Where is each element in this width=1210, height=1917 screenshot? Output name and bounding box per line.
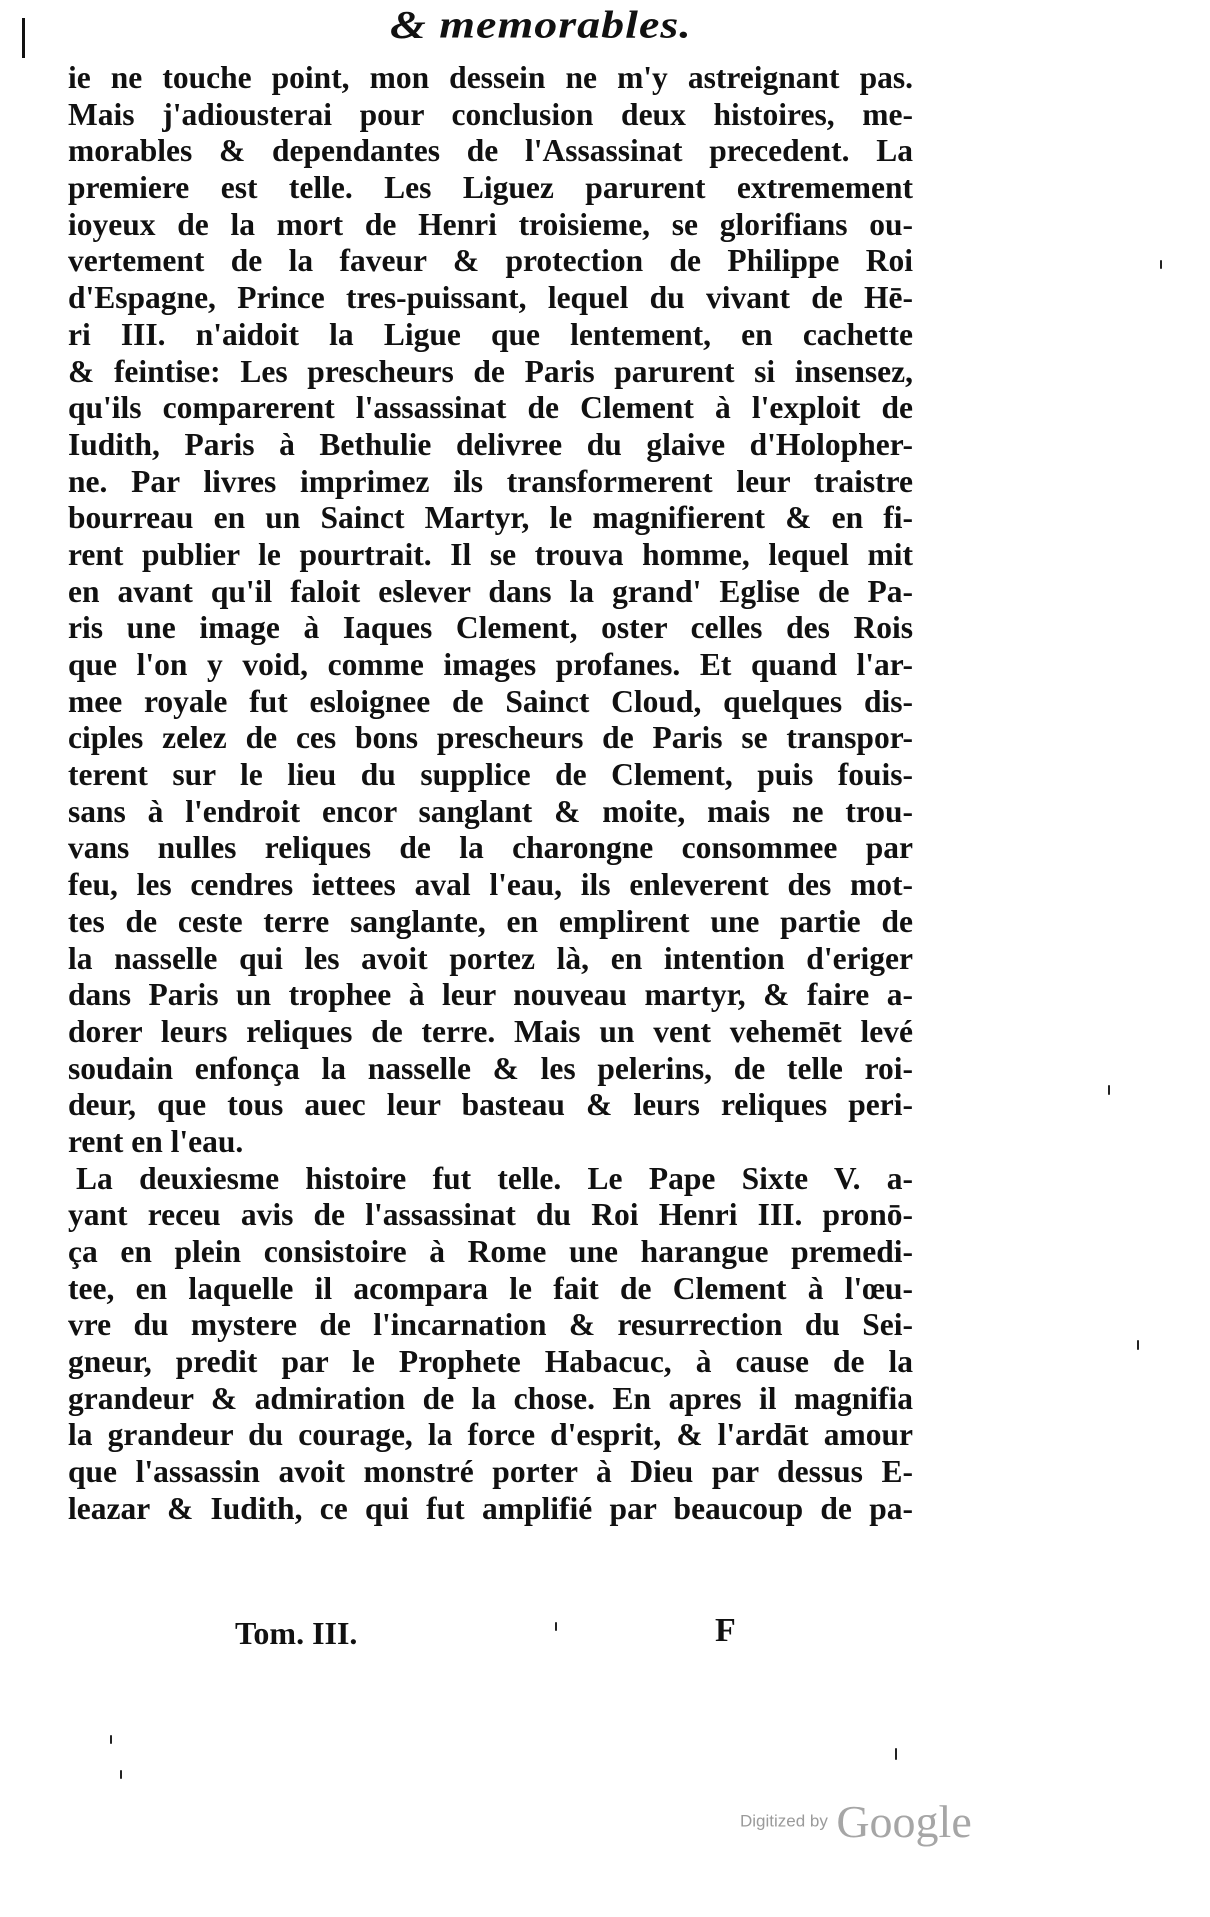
text-line: Iudith, Paris à Bethulie delivree du glaive d'Holopher- [68,426,913,462]
text-line: bourreau en un Sainct Martyr, le magnifierent & en fi- [68,500,913,536]
text-line: terent sur le lieu du supplice de Clement, puis fouis- [68,757,913,793]
text-line: que l'on y void, comme images profanes. Et quand l'ar- [68,647,913,682]
text-line: gneur, predit par le Prophete Habacuc, à cause de la [68,1344,913,1380]
text-line: en avant qu'il faloit eslever dans la grand' Eglise de Pa- [68,573,913,609]
text-line: vertement de la faveur & protection de Philippe Roi [68,243,913,279]
page-edge-mark [22,18,25,58]
text-line: & feintise: Les prescheurs de Paris parurent si insensez, [68,353,913,389]
text-line: deur, que tous auec leur basteau & leurs reliques peri- [68,1087,913,1123]
text-line: d'Espagne, Prince tres-puissant, lequel du vivant de Hē- [68,280,913,316]
text-line: dans Paris un trophee à leur nouveau martyr, & faire a- [68,977,913,1013]
text-line: sans à l'endroit encor sanglant & moite, mais ne trou- [68,793,913,829]
text-line: ciples zelez de ces bons prescheurs de Paris se transpor- [68,720,913,756]
text-line: yant receu avis de l'assassinat du Roi Henri III. pronō- [68,1197,913,1233]
text-line: ri III. n'aidoit la Ligue que lentement, en cachette [68,316,913,352]
text-line: qu'ils comparerent l'assassinat de Clement à l'exploit de [68,390,913,426]
text-line: vre du mystere de l'incarnation & resurrection du Sei- [68,1307,913,1343]
text-line: premiere est telle. Les Liguez parurent extremement [68,170,913,206]
text-line: mee royale fut esloignee de Sainct Cloud, quelques dis- [68,683,913,719]
text-line: grandeur & admiration de la chose. En apres il magnifia [68,1380,913,1416]
paragraph-start-line: La deuxiesme histoire fut telle. Le Pape Sixte V. a- [76,1160,913,1196]
text-line: la grandeur du courage, la force d'esprit, & l'ardāt amour [68,1417,913,1453]
text-line: leazar & Iudith, ce qui fut amplifié par beaucoup de pa- [68,1490,913,1526]
scan-speck [895,1748,897,1760]
paragraph-end-line: rent en l'eau. [68,1123,244,1159]
digitized-watermark [740,1795,972,1848]
text-line: vans nulles reliques de la charongne consommee par [68,830,913,866]
text-line: rent publier le pourtrait. Il se trouva homme, lequel mit [68,536,913,572]
scan-speck [555,1622,557,1631]
scan-speck [1160,260,1162,269]
text-line: soudain enfonça la nasselle & les pelerins, de telle roi- [68,1050,913,1086]
scan-speck [1108,1085,1110,1095]
digitized-prefix: Digitized by [740,1811,828,1831]
signature-mark: F [715,1612,736,1649]
text-line: ioyeux de la mort de Henri troisieme, se glorifians ou- [68,206,913,242]
scan-speck [110,1735,112,1744]
text-line: tes de ceste terre sanglante, en emplirent une partie de [68,903,913,939]
scan-speck [1137,1340,1139,1350]
text-line: ne. Par livres imprimez ils transformerent leur traistre [68,463,913,499]
text-line: Mais j'adiousterai pour conclusion deux histoires, me- [68,96,913,132]
text-line: ça en plein consistoire à Rome une harangue premedi- [68,1234,913,1269]
text-line: ris une image à Iaques Clement, oster celles des Rois [68,610,913,646]
text-line: dorer leurs reliques de terre. Mais un vent vehemēt levé [68,1013,913,1049]
text-line: feu, les cendres iettees aval l'eau, ils enleverent des mot- [68,867,913,903]
scan-speck [120,1770,122,1779]
body-text [68,60,913,1528]
text-line: la nasselle qui les avoit portez là, en intention d'eriger [68,940,913,976]
text-line: morables & dependantes de l'Assassinat precedent. La [68,133,913,169]
running-head: & memorables. [390,2,692,47]
text-line: tee, en laquelle il acompara le fait de Clement à l'œu- [68,1270,913,1306]
text-line: que l'assassin avoit monstré porter à Dieu par dessus E- [68,1454,913,1490]
text-line: ie ne touche point, mon dessein ne m'y astreignant pas. [68,60,913,95]
volume-footer: Tom. III. [235,1615,358,1651]
google-logo: Google [836,1796,972,1847]
